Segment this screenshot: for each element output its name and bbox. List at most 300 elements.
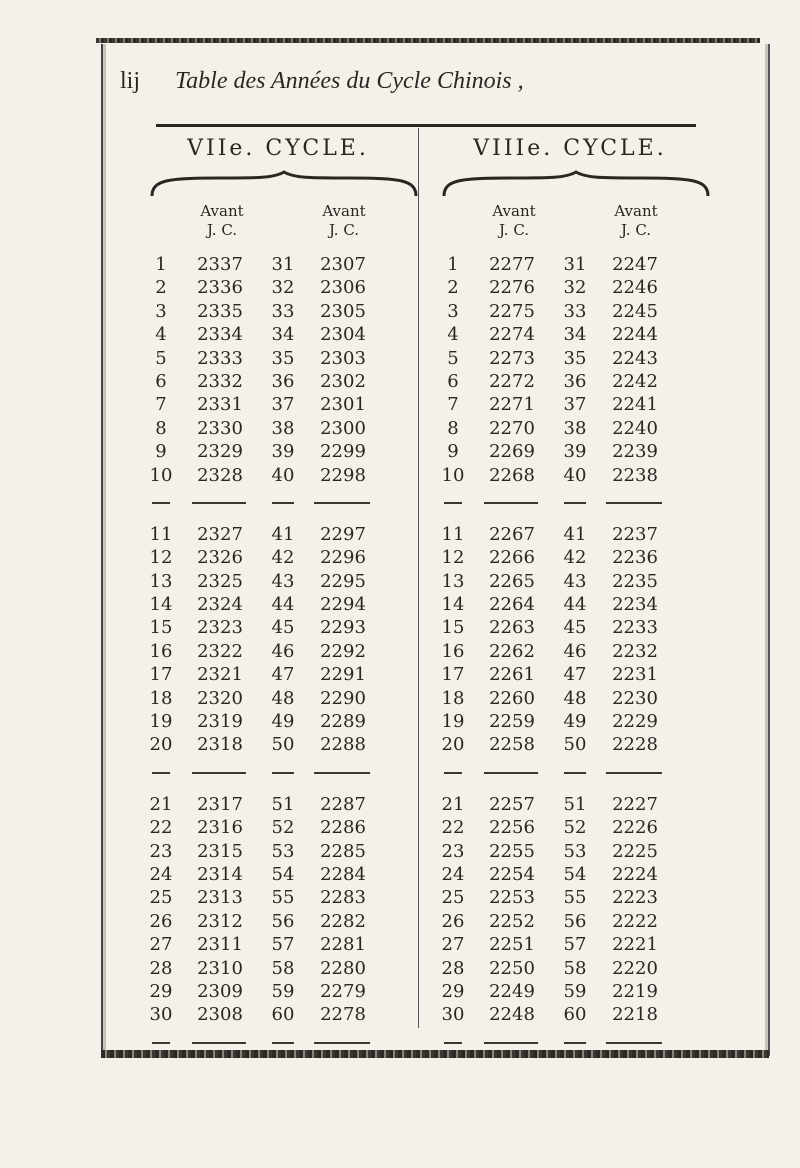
- year-before-christ: 2269: [489, 441, 535, 463]
- table-row: [148, 1004, 448, 1027]
- year-before-christ: 2281: [320, 934, 366, 956]
- table-row: [148, 348, 448, 371]
- cycle-year-number: 11: [441, 523, 465, 545]
- separator-dash: [152, 772, 170, 774]
- cycle-year-number: 28: [149, 957, 173, 979]
- cycle-year-number: 2: [155, 277, 167, 299]
- cycle-year-number: 51: [271, 793, 295, 815]
- separator-dash: [484, 772, 538, 774]
- cycle-year-number: 27: [149, 934, 173, 956]
- cycle-year-number: 37: [271, 394, 295, 416]
- year-before-christ: 2242: [612, 370, 658, 392]
- year-before-christ: 2266: [489, 547, 535, 569]
- year-before-christ: 2299: [320, 441, 366, 463]
- table-row: [440, 958, 740, 981]
- table-row: [440, 324, 740, 347]
- table-row: [148, 934, 448, 957]
- separator-dash: [606, 502, 662, 504]
- table-row: [440, 371, 740, 394]
- year-before-christ: 2259: [489, 711, 535, 733]
- year-before-christ: 2331: [197, 394, 243, 416]
- cycle-title: VIIe. CYCLE.: [187, 136, 369, 161]
- cycle-year-number: 26: [441, 910, 465, 932]
- separator-dash: [314, 502, 370, 504]
- year-before-christ: 2322: [197, 640, 243, 662]
- year-before-christ: 2328: [197, 464, 243, 486]
- table-row: [440, 524, 740, 547]
- year-before-christ: 2284: [320, 863, 366, 885]
- year-before-christ: 2254: [489, 863, 535, 885]
- table-row: [148, 664, 448, 687]
- cycle-year-number: 44: [563, 594, 587, 616]
- cycle-year-number: 28: [441, 957, 465, 979]
- year-before-christ: 2238: [612, 464, 658, 486]
- year-before-christ: 2255: [489, 840, 535, 862]
- cycle-year-number: 21: [441, 793, 465, 815]
- year-before-christ: 2309: [197, 980, 243, 1002]
- year-before-christ: 2319: [197, 711, 243, 733]
- year-before-christ: 2236: [612, 547, 658, 569]
- cycle-year-number: 20: [441, 734, 465, 756]
- year-before-christ: 2248: [489, 1004, 535, 1026]
- table-row: [148, 301, 448, 324]
- cycle-year-number: 40: [563, 464, 587, 486]
- year-before-christ: 2272: [489, 370, 535, 392]
- cycle-year-number: 42: [563, 547, 587, 569]
- table-row: [440, 934, 740, 957]
- year-before-christ: 2229: [612, 711, 658, 733]
- table-row: [148, 734, 448, 757]
- separator-dash: [192, 1042, 246, 1044]
- cycle-year-number: 54: [271, 863, 295, 885]
- year-before-christ: 2297: [320, 523, 366, 545]
- cycle-year-number: 9: [155, 441, 167, 463]
- table-row: [440, 571, 740, 594]
- cycle-year-number: 9: [447, 441, 459, 463]
- year-before-christ: 2233: [612, 617, 658, 639]
- year-before-christ: 2316: [197, 817, 243, 839]
- cycle-year-number: 14: [441, 594, 465, 616]
- cycle-year-number: 31: [271, 254, 295, 275]
- separator-dash: [606, 1042, 662, 1044]
- cycle-year-number: 3: [155, 300, 167, 322]
- cycle-year-number: 53: [271, 840, 295, 862]
- cycle-year-number: 12: [149, 547, 173, 569]
- cycle-block: [148, 128, 453, 1028]
- cycle-year-number: 19: [149, 711, 173, 733]
- year-before-christ: 2224: [612, 863, 658, 885]
- separator-dash: [564, 772, 586, 774]
- separator-dash: [444, 1042, 462, 1044]
- group-separator: [440, 488, 740, 524]
- cycle-year-number: 1: [155, 254, 167, 275]
- table-row: [148, 794, 448, 817]
- cycle-year-number: 31: [563, 254, 587, 275]
- cycle-year-number: 8: [447, 417, 459, 439]
- cycle-year-number: 33: [271, 300, 295, 322]
- year-before-christ: 2326: [197, 547, 243, 569]
- cycle-year-number: 6: [155, 370, 167, 392]
- cycle-year-number: 23: [149, 840, 173, 862]
- cycle-year-number: 11: [149, 523, 173, 545]
- brace-ornament: [440, 170, 712, 198]
- separator-dash: [192, 502, 246, 504]
- table-row: [440, 841, 740, 864]
- year-before-christ: 2243: [612, 347, 658, 369]
- cycle-year-number: 17: [441, 664, 465, 686]
- cycle-year-number: 49: [271, 711, 295, 733]
- cycle-year-number: 30: [441, 1004, 465, 1026]
- table-row: [148, 394, 448, 417]
- cycle-year-number: 56: [563, 910, 587, 932]
- year-before-christ: 2280: [320, 957, 366, 979]
- cycle-year-number: 10: [441, 464, 465, 486]
- table-row: [148, 711, 448, 734]
- year-before-christ: 2279: [320, 980, 366, 1002]
- cycle-year-number: 48: [271, 687, 295, 709]
- table-row: [148, 958, 448, 981]
- cycle-year-number: 5: [447, 347, 459, 369]
- cycle-year-number: 60: [563, 1004, 587, 1026]
- table-row: [148, 254, 448, 277]
- cycle-year-number: 57: [271, 934, 295, 956]
- year-before-christ: 2291: [320, 664, 366, 686]
- cycle-year-number: 20: [149, 734, 173, 756]
- cycle-year-number: 24: [149, 863, 173, 885]
- cycle-year-number: 3: [447, 300, 459, 322]
- running-head: [120, 64, 720, 104]
- year-before-christ: 2302: [320, 370, 366, 392]
- table-row: [440, 711, 740, 734]
- bottom-border: [101, 1050, 769, 1058]
- separator-dash: [152, 502, 170, 504]
- cycle-year-number: 47: [563, 664, 587, 686]
- year-before-christ: 2298: [320, 464, 366, 486]
- year-before-christ: 2308: [197, 1004, 243, 1026]
- year-before-christ: 2307: [320, 254, 366, 275]
- cycle-year-number: 43: [563, 570, 587, 592]
- year-before-christ: 2277: [489, 254, 535, 275]
- cycle-year-number: 4: [155, 324, 167, 346]
- cycle-year-number: 1: [447, 254, 459, 275]
- year-before-christ: 2267: [489, 523, 535, 545]
- cycle-year-number: 10: [149, 464, 173, 486]
- year-before-christ: 2218: [612, 1004, 658, 1026]
- table-row: [440, 734, 740, 757]
- cycle-year-number: 24: [441, 863, 465, 885]
- year-before-christ: 2252: [489, 910, 535, 932]
- cycle-year-number: 35: [271, 347, 295, 369]
- year-before-christ: 2223: [612, 887, 658, 909]
- year-before-christ: 2276: [489, 277, 535, 299]
- year-before-christ: 2329: [197, 441, 243, 463]
- cycle-year-number: 27: [441, 934, 465, 956]
- cycle-year-number: 46: [563, 640, 587, 662]
- cycle-year-number: 42: [271, 547, 295, 569]
- year-before-christ: 2286: [320, 817, 366, 839]
- table-row: [148, 911, 448, 934]
- cycle-year-number: 18: [441, 687, 465, 709]
- year-before-christ: 2304: [320, 324, 366, 346]
- year-before-christ: 2270: [489, 417, 535, 439]
- group-separator: [148, 488, 448, 524]
- cycle-year-number: 56: [271, 910, 295, 932]
- cycle-year-number: 52: [271, 817, 295, 839]
- year-before-christ: 2261: [489, 664, 535, 686]
- table-row: [440, 277, 740, 300]
- year-before-christ: 2321: [197, 664, 243, 686]
- group-separator: [440, 758, 740, 794]
- brace-ornament: [148, 170, 420, 198]
- cycle-year-number: 37: [563, 394, 587, 416]
- year-before-christ: 2219: [612, 980, 658, 1002]
- separator-dash: [152, 1042, 170, 1044]
- year-before-christ: 2244: [612, 324, 658, 346]
- year-before-christ: 2235: [612, 570, 658, 592]
- table-row: [440, 418, 740, 441]
- year-before-christ: 2335: [197, 300, 243, 322]
- year-before-christ: 2256: [489, 817, 535, 839]
- year-before-christ: 2313: [197, 887, 243, 909]
- table-row: [440, 794, 740, 817]
- year-before-christ: 2333: [197, 347, 243, 369]
- column-header-avant-jc: Avant J. C.: [322, 202, 366, 239]
- table-row: [440, 348, 740, 371]
- year-before-christ: 2283: [320, 887, 366, 909]
- cycle-year-number: 6: [447, 370, 459, 392]
- cycle-year-number: 13: [441, 570, 465, 592]
- year-before-christ: 2294: [320, 594, 366, 616]
- separator-dash: [192, 772, 246, 774]
- year-before-christ: 2320: [197, 687, 243, 709]
- year-before-christ: 2323: [197, 617, 243, 639]
- table-row: [440, 688, 740, 711]
- cycle-year-number: 55: [271, 887, 295, 909]
- cycle-year-number: 25: [149, 887, 173, 909]
- year-before-christ: 2274: [489, 324, 535, 346]
- cycle-year-number: 43: [271, 570, 295, 592]
- year-before-christ: 2287: [320, 793, 366, 815]
- year-before-christ: 2250: [489, 957, 535, 979]
- cycle-year-number: 5: [155, 347, 167, 369]
- year-before-christ: 2318: [197, 734, 243, 756]
- cycle-year-number: 48: [563, 687, 587, 709]
- cycle-year-number: 15: [149, 617, 173, 639]
- cycle-year-number: 7: [447, 394, 459, 416]
- year-before-christ: 2246: [612, 277, 658, 299]
- separator-dash: [444, 772, 462, 774]
- separator-dash: [484, 502, 538, 504]
- cycle-year-number: 54: [563, 863, 587, 885]
- year-before-christ: 2301: [320, 394, 366, 416]
- cycle-year-number: 38: [271, 417, 295, 439]
- cycle-year-number: 32: [563, 277, 587, 299]
- year-before-christ: 2253: [489, 887, 535, 909]
- year-before-christ: 2240: [612, 417, 658, 439]
- year-before-christ: 2257: [489, 793, 535, 815]
- table-row: [440, 617, 740, 640]
- year-before-christ: 2324: [197, 594, 243, 616]
- separator-dash: [444, 502, 462, 504]
- table-row: [148, 465, 448, 488]
- table-row: [148, 524, 448, 547]
- table-row: [440, 301, 740, 324]
- table-row: [440, 864, 740, 887]
- cycle-year-number: 41: [563, 523, 587, 545]
- column-header-avant-jc: Avant J. C.: [200, 202, 244, 239]
- year-before-christ: 2273: [489, 347, 535, 369]
- table-row: [440, 817, 740, 840]
- year-before-christ: 2234: [612, 594, 658, 616]
- year-before-christ: 2300: [320, 417, 366, 439]
- cycle-year-number: 58: [563, 957, 587, 979]
- cycle-year-number: 22: [149, 817, 173, 839]
- cycle-year-number: 40: [271, 464, 295, 486]
- year-before-christ: 2337: [197, 254, 243, 275]
- table-row: [148, 441, 448, 464]
- table-row: [148, 547, 448, 570]
- cycle-year-number: 13: [149, 570, 173, 592]
- cycle-year-number: 49: [563, 711, 587, 733]
- year-before-christ: 2296: [320, 547, 366, 569]
- table-row: [148, 571, 448, 594]
- separator-dash: [272, 502, 294, 504]
- year-before-christ: 2334: [197, 324, 243, 346]
- year-before-christ: 2312: [197, 910, 243, 932]
- cycle-year-number: 52: [563, 817, 587, 839]
- cycle-year-number: 32: [271, 277, 295, 299]
- year-before-christ: 2315: [197, 840, 243, 862]
- year-before-christ: 2230: [612, 687, 658, 709]
- cycle-year-number: 29: [441, 980, 465, 1002]
- separator-dash: [272, 1042, 294, 1044]
- year-before-christ: 2303: [320, 347, 366, 369]
- cycle-year-number: 36: [563, 370, 587, 392]
- year-before-christ: 2293: [320, 617, 366, 639]
- cycle-year-number: 59: [271, 980, 295, 1002]
- header-rule: [156, 124, 696, 127]
- year-before-christ: 2265: [489, 570, 535, 592]
- cycle-year-number: 7: [155, 394, 167, 416]
- cycle-year-number: 46: [271, 640, 295, 662]
- year-before-christ: 2278: [320, 1004, 366, 1026]
- table-row: [148, 864, 448, 887]
- year-before-christ: 2311: [197, 934, 243, 956]
- cycle-year-number: 45: [271, 617, 295, 639]
- table-row: [440, 1004, 740, 1027]
- cycle-year-number: 23: [441, 840, 465, 862]
- top-border: [96, 38, 760, 43]
- column-header-avant-jc: Avant J. C.: [614, 202, 658, 239]
- year-before-christ: 2241: [612, 394, 658, 416]
- year-before-christ: 2249: [489, 980, 535, 1002]
- table-row: [148, 817, 448, 840]
- year-before-christ: 2220: [612, 957, 658, 979]
- cycle-year-number: 21: [149, 793, 173, 815]
- table-row: [148, 277, 448, 300]
- table-row: [440, 465, 740, 488]
- table-row: [148, 981, 448, 1004]
- year-before-christ: 2282: [320, 910, 366, 932]
- table-row: [440, 394, 740, 417]
- cycle-year-number: 44: [271, 594, 295, 616]
- separator-dash: [564, 502, 586, 504]
- cycle-year-number: 60: [271, 1004, 295, 1026]
- group-separator: [148, 758, 448, 794]
- table-row: [440, 887, 740, 910]
- separator-dash: [484, 1042, 538, 1044]
- cycle-year-number: 34: [563, 324, 587, 346]
- separator-dash: [314, 772, 370, 774]
- year-before-christ: 2221: [612, 934, 658, 956]
- table-row: [440, 911, 740, 934]
- year-before-christ: 2271: [489, 394, 535, 416]
- table-row: [440, 254, 740, 277]
- cycle-year-number: 8: [155, 417, 167, 439]
- year-before-christ: 2289: [320, 711, 366, 733]
- year-before-christ: 2225: [612, 840, 658, 862]
- cycle-year-number: 57: [563, 934, 587, 956]
- table-row: [148, 617, 448, 640]
- year-before-christ: 2285: [320, 840, 366, 862]
- table-row: [148, 887, 448, 910]
- cycle-year-number: 16: [149, 640, 173, 662]
- year-before-christ: 2310: [197, 957, 243, 979]
- separator-dash: [606, 772, 662, 774]
- year-before-christ: 2288: [320, 734, 366, 756]
- table-row: [440, 641, 740, 664]
- cycle-year-number: 59: [563, 980, 587, 1002]
- year-before-christ: 2260: [489, 687, 535, 709]
- year-before-christ: 2231: [612, 664, 658, 686]
- column-header-avant-jc: Avant J. C.: [492, 202, 536, 239]
- separator-dash: [272, 772, 294, 774]
- year-table: [440, 254, 740, 1064]
- year-before-christ: 2336: [197, 277, 243, 299]
- year-before-christ: 2292: [320, 640, 366, 662]
- cycle-year-number: 15: [441, 617, 465, 639]
- cycle-year-number: 29: [149, 980, 173, 1002]
- year-before-christ: 2314: [197, 863, 243, 885]
- table-row: [148, 418, 448, 441]
- year-before-christ: 2330: [197, 417, 243, 439]
- year-before-christ: 2305: [320, 300, 366, 322]
- cycle-year-number: 2: [447, 277, 459, 299]
- cycle-year-number: 33: [563, 300, 587, 322]
- group-separator: [148, 1028, 448, 1064]
- table-row: [148, 371, 448, 394]
- year-before-christ: 2222: [612, 910, 658, 932]
- year-before-christ: 2325: [197, 570, 243, 592]
- year-before-christ: 2245: [612, 300, 658, 322]
- year-before-christ: 2306: [320, 277, 366, 299]
- cycle-year-number: 53: [563, 840, 587, 862]
- cycle-year-number: 22: [441, 817, 465, 839]
- year-before-christ: 2251: [489, 934, 535, 956]
- table-row: [440, 981, 740, 1004]
- year-before-christ: 2268: [489, 464, 535, 486]
- cycle-year-number: 14: [149, 594, 173, 616]
- table-row: [148, 324, 448, 347]
- year-before-christ: 2295: [320, 570, 366, 592]
- year-before-christ: 2226: [612, 817, 658, 839]
- cycle-year-number: 18: [149, 687, 173, 709]
- separator-dash: [314, 1042, 370, 1044]
- table-row: [148, 688, 448, 711]
- table-row: [148, 841, 448, 864]
- cycle-year-number: 25: [441, 887, 465, 909]
- cycle-year-number: 50: [563, 734, 587, 756]
